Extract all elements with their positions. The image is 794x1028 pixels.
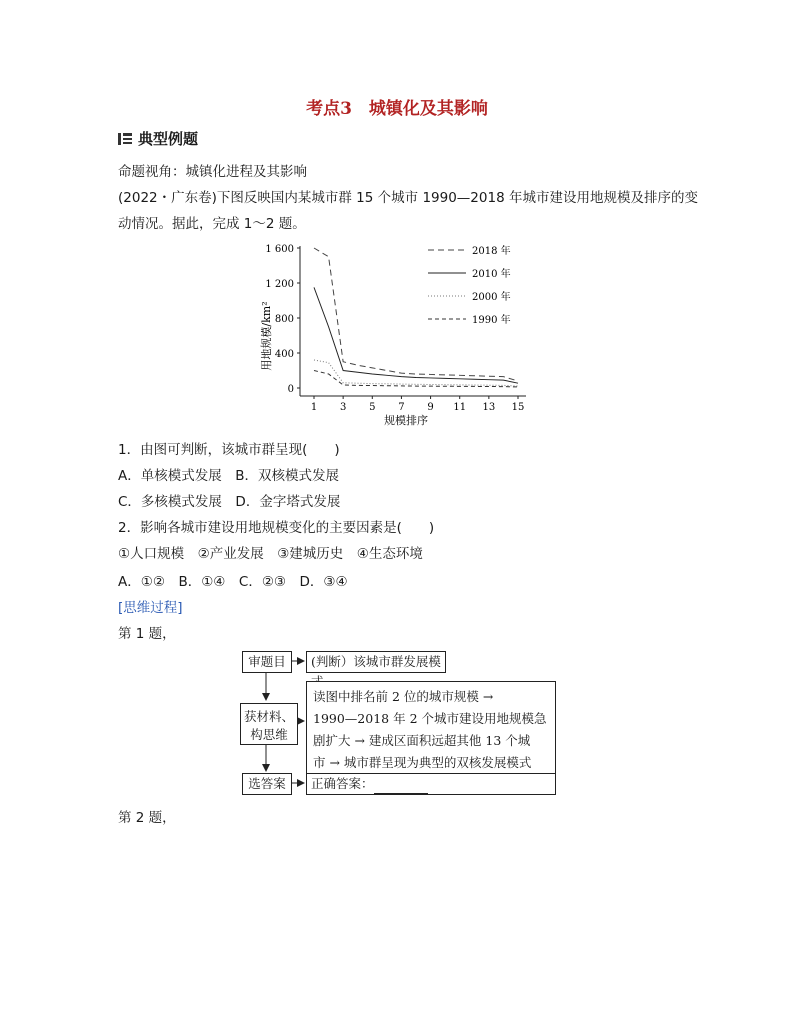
thinking-label: [思维过程] <box>118 600 183 616</box>
x-tick-label: 3 <box>339 402 347 413</box>
question-1: 1．由图可判断，该城市群呈现( ) <box>118 442 340 458</box>
q1-label: 第 1 题， <box>118 626 176 642</box>
question-stem-line2: 动情况。据此，完成 1～2 题。 <box>118 216 306 232</box>
flow-step-review-content: (判断）该城市群发展模 <box>306 651 446 673</box>
flow-content-line3: 剧扩大 → 建成区面积远超其他 13 个城 <box>313 733 531 748</box>
y-tick-label: 1 600 <box>265 244 294 255</box>
question-stem-line1: (2022・广东卷)下图反映国内某城市群 15 个城市 1990—2018 年城市建设用地规模及排序的变 <box>118 190 698 206</box>
legend-label-3: 1990 年 <box>472 315 511 326</box>
x-tick-label: 15 <box>511 402 525 413</box>
page-title: 考点3 城镇化及其影响 <box>306 99 488 119</box>
section-header-label: 典型例题 <box>138 130 199 148</box>
flow-content-line1: 读图中排名前 2 位的城市规模 → <box>313 689 494 704</box>
question-angle: 命题视角：城镇化进程及其影响 <box>118 164 307 180</box>
question-2: 2．影响各城市建设用地规模变化的主要因素是( ) <box>118 520 435 536</box>
q2-label: 第 2 题， <box>118 810 176 826</box>
x-axis-label: 规模排序 <box>384 414 428 427</box>
legend-label-2: 2000 年 <box>472 292 511 303</box>
flow-content-line2: 1990—2018 年 2 个城市建设用地规模急 <box>313 711 547 726</box>
question-2-items: ①人口规模 ②产业发展 ③建城历史 ④生态环境 <box>118 546 423 562</box>
flow-step-answer: 选答案 <box>242 773 292 795</box>
y-tick-label: 400 <box>274 349 294 360</box>
legend-label-0: 2018 年 <box>472 246 511 257</box>
question-1-options-ab: A．单核模式发展 B．双核模式发展 <box>118 468 339 484</box>
x-tick-label: 5 <box>369 402 376 413</box>
y-axis-label: 用地规模/km² <box>260 301 273 371</box>
question-2-options: A．①② B．①④ C．②③ D．③④ <box>118 574 348 590</box>
y-tick-label: 0 <box>287 384 294 395</box>
x-tick-label: 7 <box>398 402 405 413</box>
x-tick-label: 1 <box>310 402 318 413</box>
flow-content-line4: 市 → 城市群呈现为典型的双核发展模式 <box>313 755 532 770</box>
flow-step-material: 获材料、构思维 <box>240 703 298 745</box>
flow-step-review: 审题目 <box>242 651 292 673</box>
answer-label: 正确答案： <box>311 776 374 791</box>
y-tick-label: 800 <box>274 314 294 325</box>
x-tick-label: 11 <box>453 402 467 413</box>
question-1-options-cd: C．多核模式发展 D．金字塔式发展 <box>118 494 341 510</box>
x-tick-label: 13 <box>482 402 496 413</box>
y-tick-label: 1 200 <box>265 279 294 290</box>
legend-label-1: 2010 年 <box>472 269 511 280</box>
x-tick-label: 9 <box>427 402 434 413</box>
